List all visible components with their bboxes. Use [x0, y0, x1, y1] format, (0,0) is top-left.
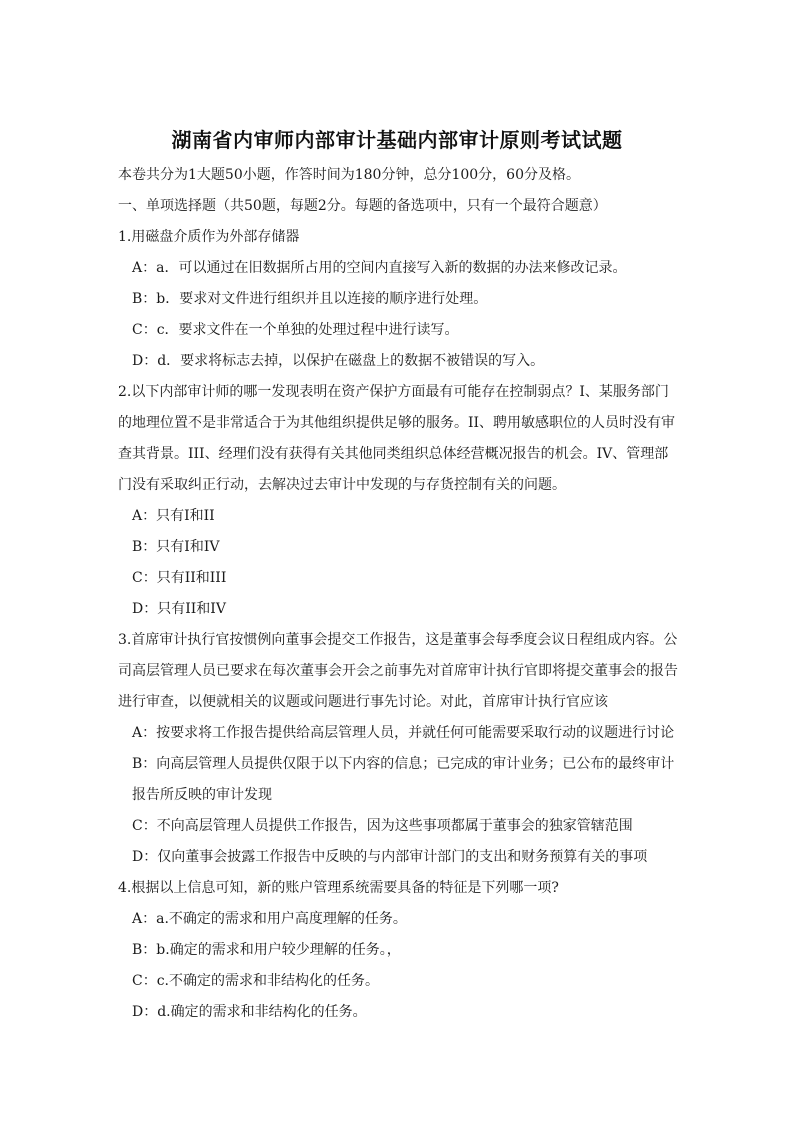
question-stem: 1.用磁盘介质作为外部存储器: [118, 229, 300, 245]
question-option: C：c．要求文件在一个单独的处理过程中进行读写。: [132, 322, 459, 338]
question-option: A：按要求将工作报告提供给高层管理人员，并就任何可能需要采取行动的议题进行讨论: [132, 725, 675, 741]
question-stem: 3.首席审计执行官按惯例向董事会提交工作报告，这是董事会每季度会议日程组成内容。公司高层管理人员已要求在每次董事会开会之前事先对首席审计执行官即将提交董事会的报告进行审查，以便就相关的议题或问题进行事先讨论。对此，首席审计执行官应该: [118, 632, 678, 710]
question-option: D：d.确定的需求和非结构化的任务。: [132, 1004, 367, 1020]
section-heading: 一、单项选择题（共50题，每题2分。每题的备选项中，只有一个最符合题意）: [118, 198, 607, 214]
question-option: B：b.确定的需求和用户较少理解的任务。，: [132, 942, 401, 958]
question-option: D：只有II和IV: [132, 601, 226, 617]
document-body: [118, 160, 680, 1028]
question-option: A：只有I和II: [132, 508, 215, 524]
question-option: A：a．可以通过在旧数据所占用的空间内直接写入新的数据的办法来修改记录。: [132, 260, 627, 276]
question-option: D：d．要求将标志去掉，以保护在磁盘上的数据不被错误的写入。: [132, 353, 545, 369]
question-option: B：b．要求对文件进行组织并且以连接的顺序进行处理。: [132, 291, 488, 307]
question-stem: 4.根据以上信息可知，新的账户管理系统需要具备的特征是下列哪一项?: [118, 880, 559, 896]
question-option: B：只有I和IV: [132, 539, 220, 555]
question-option: C：c.不确定的需求和非结构化的任务。: [132, 973, 380, 989]
question-option: D：仅向董事会披露工作报告中反映的与内部审计部门的支出和财务预算有关的事项: [132, 849, 648, 865]
document-title: 湖南省内审师内部审计基础内部审计原则考试试题: [171, 128, 623, 152]
question-option: B：向高层管理人员提供仅限于以下内容的信息；已完成的审计业务；已公布的最终审计报告所反映的审计发现: [132, 756, 675, 803]
question-stem: 2.以下内部审计师的哪一发现表明在资产保护方面最有可能存在控制弱点？I、某服务部门的地理位置不是非常适合于为其他组织提供足够的服务。II、聘用敏感职位的人员时没有审查其背景。III、经理们没有获得有关其他同类组织总体经营概况报告的机会。IV、管理部门没有采取纠正行动，去解决过去审计中发现的与存货控制有关的问题。: [118, 384, 676, 493]
question-option: A：a.不确定的需求和用户高度理解的任务。: [132, 911, 407, 927]
exam-intro: 本卷共分为1大题50小题，作答时间为180分钟，总分100分，60分及格。: [118, 167, 580, 183]
question-option: C：只有II和III: [132, 570, 227, 586]
question-option: C：不向高层管理人员提供工作报告，因为这些事项都属于董事会的独家管辖范围: [132, 818, 633, 834]
